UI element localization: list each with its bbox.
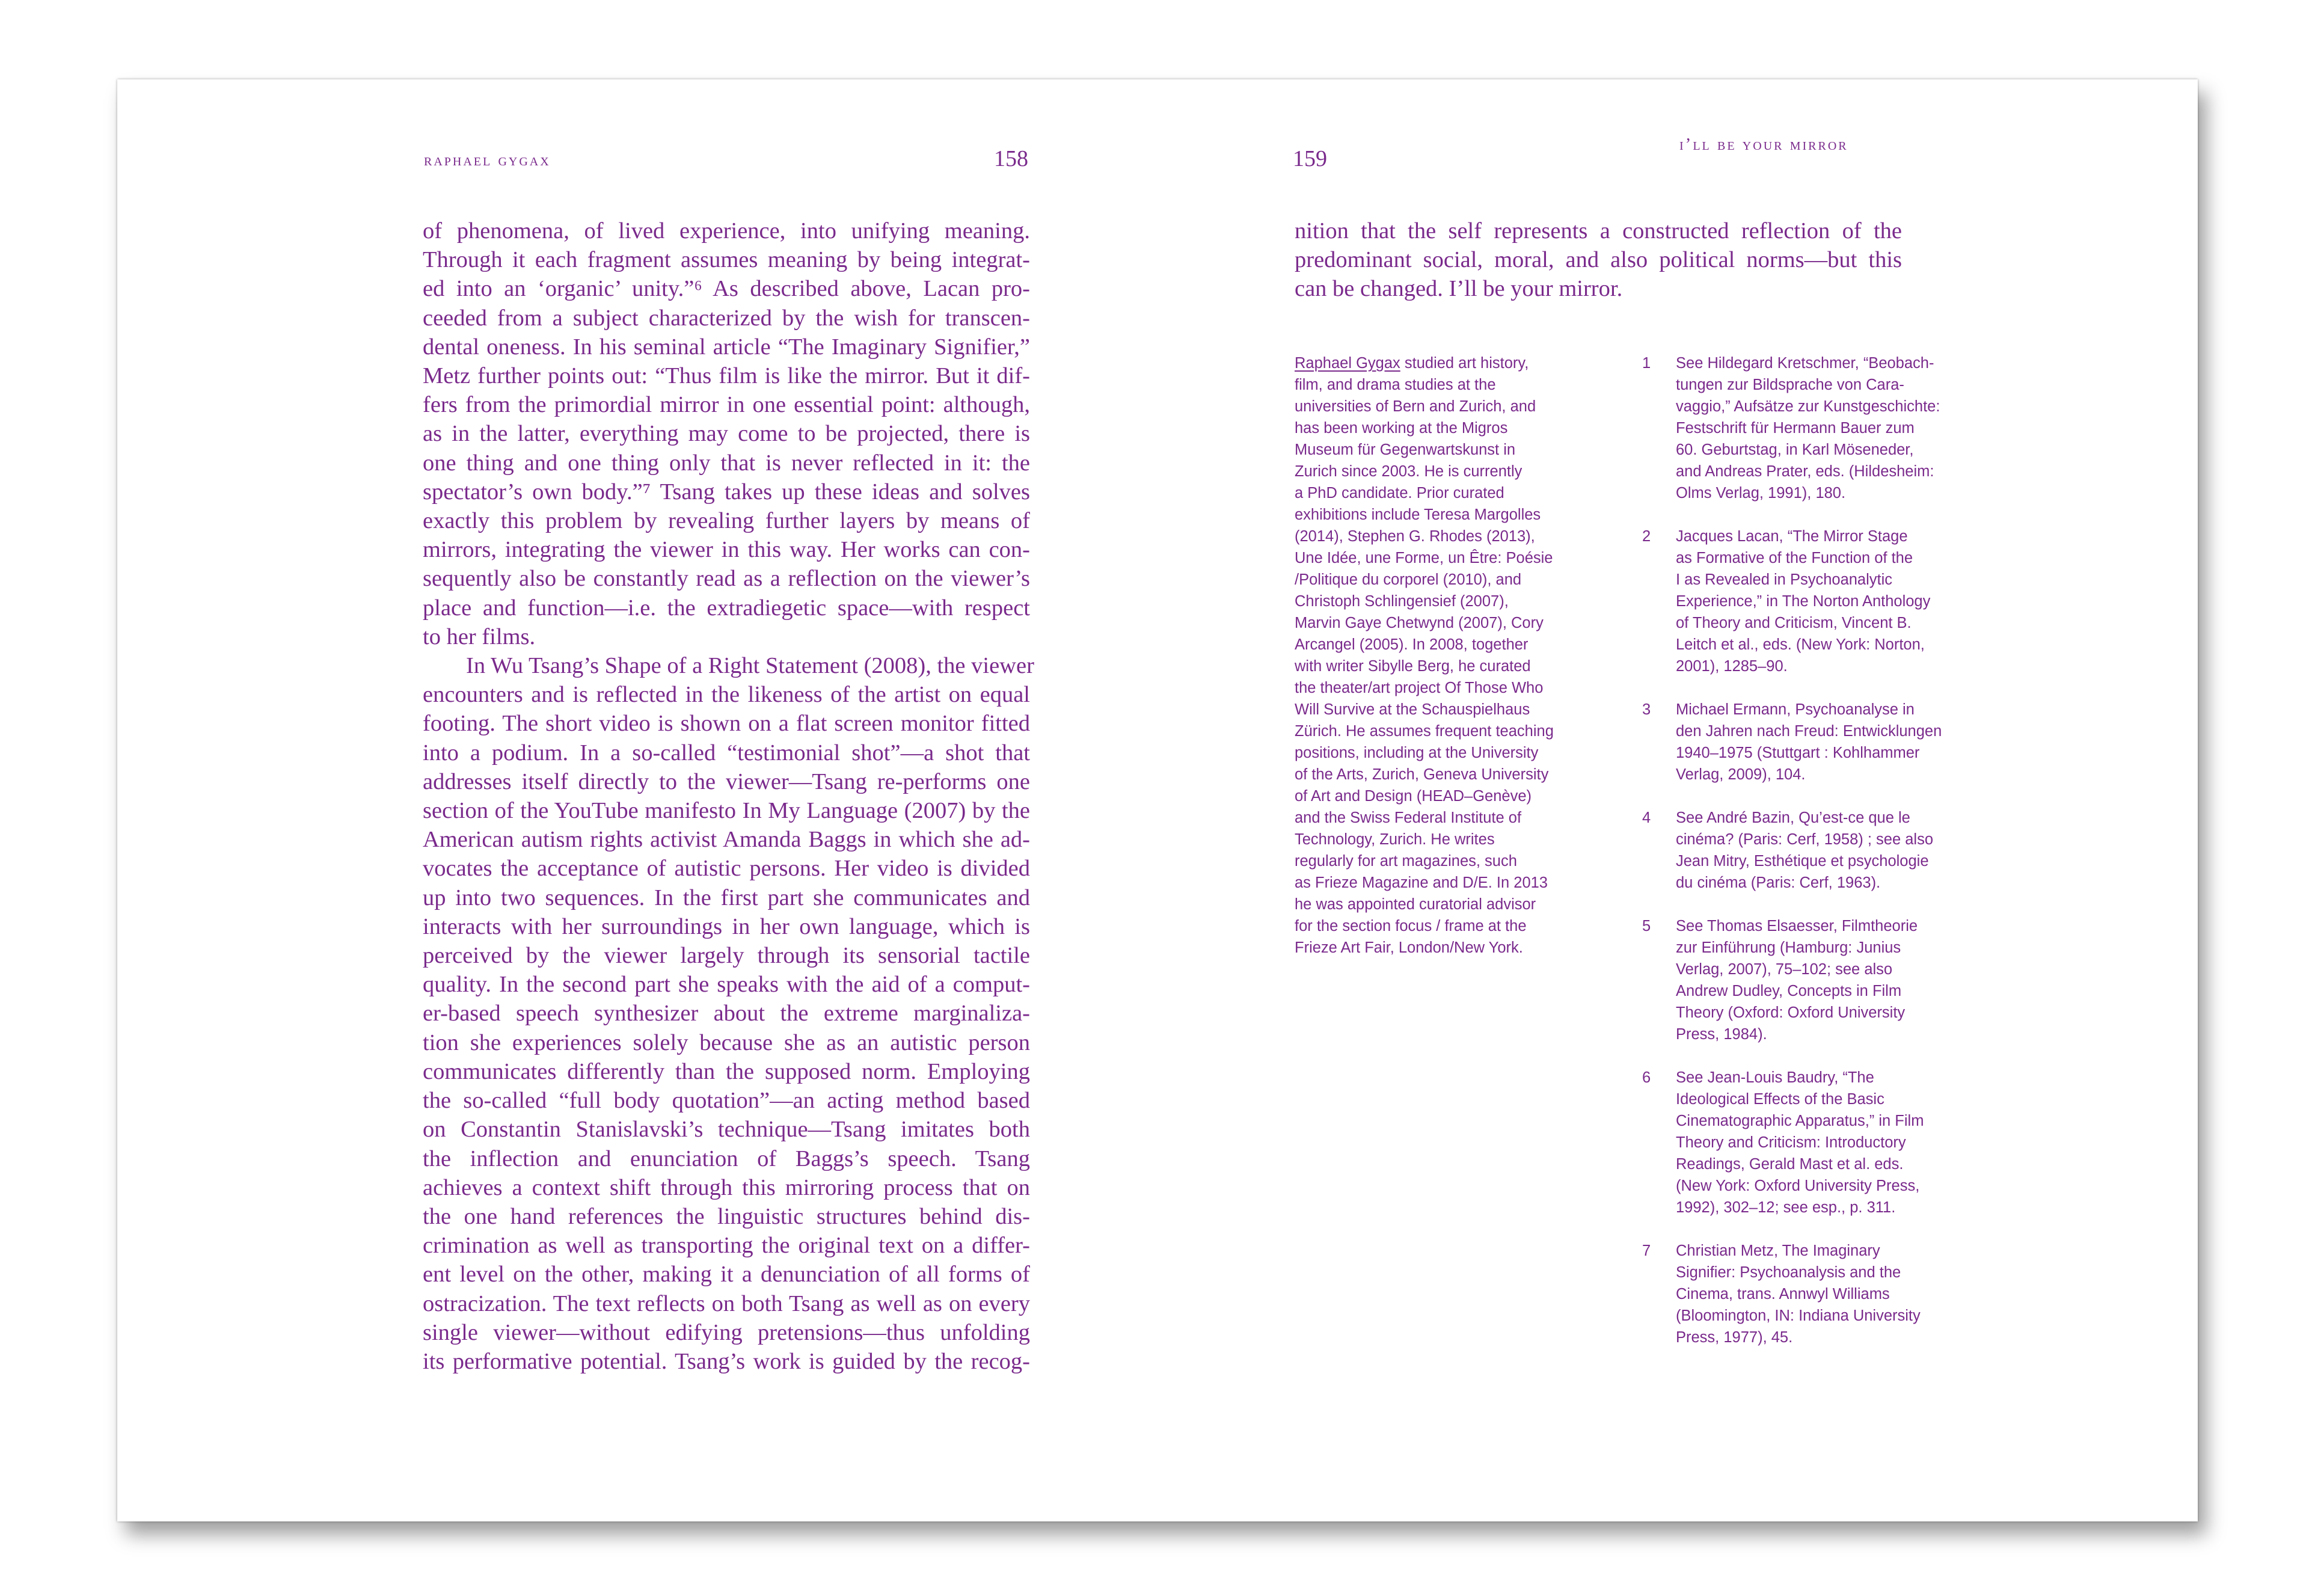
footnote-line: Jacques Lacan, “The Mirror Stage: [1676, 528, 1908, 545]
body-line: to her films.: [423, 624, 536, 649]
footnote-line: Press, 1977), 45.: [1676, 1329, 1793, 1346]
footnote-line: cinéma? (Paris: Cerf, 1958) ; see also: [1676, 831, 1934, 848]
bio-line: Arcangel (2005). In 2008, together: [1295, 636, 1529, 653]
footnote-line: See Jean-Louis Baudry, “The: [1676, 1069, 1874, 1086]
footnote-line: See Thomas Elsaesser, Filmtheorie: [1676, 918, 1918, 935]
body-line: single viewer—without edifying pretensions—thus unfolding: [423, 1319, 1030, 1345]
body-line: ceeded from a subject characterized by the wish for transcen-: [423, 305, 1030, 331]
bio-line: with writer Sibylle Berg, he curated: [1295, 658, 1531, 675]
body-line: spectator’s own body.”⁷ Tsang takes up these ideas and solves: [423, 479, 1030, 505]
body-line: mirrors, integrating the viewer in this way. Her works can con-: [423, 537, 1030, 563]
running-head-right: i’ll be your mirror: [1679, 135, 1848, 154]
bio-line: universities of Bern and Zurich, and: [1295, 398, 1536, 415]
body-line: dental oneness. In his seminal article “The Imaginary Signifier,”: [423, 334, 1030, 360]
footnote-line: du cinéma (Paris: Cerf, 1963).: [1676, 874, 1881, 891]
body-line: as in the latter, everything may come to be projected, there is: [423, 421, 1030, 447]
body-line: predominant social, moral, and also political norms—but this: [1295, 247, 1902, 273]
body-line: into a podium. In a so-called “testimonial shot”—a shot that: [423, 740, 1030, 766]
footnote-line: Andrew Dudley, Concepts in Film: [1676, 983, 1902, 999]
footnote-line: I as Revealed in Psychoanalytic: [1676, 571, 1893, 588]
body-line: section of the YouTube manifesto In My Language (2007) by the: [423, 798, 1030, 824]
body-line: quality. In the second part she speaks with the aid of a comput-: [423, 972, 1030, 998]
footnote-line: Cinematographic Apparatus,” in Film: [1676, 1113, 1924, 1129]
footnote-text: [1676, 699, 1942, 785]
footnote-line: Olms Verlag, 1991), 180.: [1676, 485, 1846, 502]
body-line: In Wu Tsang’s Shape of a Right Statement (2008), the viewer: [466, 653, 1034, 679]
bio-line: of Art and Design (HEAD–Genève): [1295, 788, 1532, 805]
author-bio: [1295, 352, 1601, 959]
footnote-line: and Andreas Prater, eds. (Hildesheim:: [1676, 463, 1934, 480]
footnote-line: Leitch et al., eds. (New York: Norton,: [1676, 636, 1925, 653]
footnote-text: [1676, 526, 1930, 677]
footnote-line: 2001), 1285–90.: [1676, 658, 1788, 675]
footnote-line: Festschrift für Hermann Bauer zum: [1676, 420, 1915, 437]
body-line: ent level on the other, making it a denunciation of all forms of: [423, 1262, 1030, 1288]
footnote-text: [1676, 352, 1940, 504]
body-line: the one hand references the linguistic structures behind dis-: [423, 1203, 1030, 1229]
footnote-text: [1676, 807, 1933, 894]
body-line: its performative potential. Tsang’s work is guided by the recog-: [423, 1348, 1030, 1374]
bio-line: has been working at the Migros: [1295, 420, 1508, 437]
bio-line: (2014), Stephen G. Rhodes (2013),: [1295, 528, 1535, 545]
bio-line: a PhD candidate. Prior curated: [1295, 485, 1504, 502]
body-line: crimination as well as transporting the original text on a differ-: [423, 1233, 1030, 1259]
bio-line: Christoph Schlingensief (2007),: [1295, 593, 1509, 610]
bio-line: and the Swiss Federal Institute of: [1295, 809, 1522, 826]
bio-line: Raphael Gygax studied art history,: [1295, 355, 1529, 372]
page-number-left: 158: [994, 146, 1028, 171]
footnote-line: Verlag, 2009), 104.: [1676, 766, 1806, 783]
footnote-line: 60. Geburtstag, in Karl Möseneder,: [1676, 441, 1914, 458]
footnote-line: as Formative of the Function of the: [1676, 550, 1913, 566]
body-line: vocates the acceptance of autistic persons. Her video is divided: [423, 856, 1030, 882]
right-body-text: [1295, 216, 1902, 304]
footnote-text: [1676, 1067, 1924, 1218]
body-line: of phenomena, of lived experience, into unifying meaning.: [423, 218, 1030, 244]
bio-line: Une Idée, une Forme, un Être: Poésie: [1295, 550, 1553, 566]
footnote-line: tungen zur Bildsprache von Cara-: [1676, 376, 1904, 393]
body-line: sequently also be constantly read as a reflection on the viewer’s: [423, 566, 1030, 592]
footnote-line: Press, 1984).: [1676, 1026, 1767, 1043]
footnote-number: 7: [1642, 1242, 1651, 1259]
running-head-left: raphael gygax: [424, 150, 551, 170]
right-page: [1158, 79, 2198, 1521]
body-line: addresses itself directly to the viewer—Tsang re-performs one: [423, 769, 1030, 794]
footnote-number: 4: [1642, 809, 1651, 826]
footnote-line: Cinema, trans. Annwyl Williams: [1676, 1286, 1890, 1303]
footnote-line: Jean Mitry, Esthétique et psychologie: [1676, 853, 1929, 870]
bio-line: film, and drama studies at the: [1295, 376, 1496, 393]
bio-line: positions, including at the University: [1295, 744, 1539, 761]
footnote-line: of Theory and Criticism, Vincent B.: [1676, 615, 1912, 631]
footnote-line: (New York: Oxford University Press,: [1676, 1177, 1920, 1194]
footnote-line: 1940–1975 (Stuttgart : Kohlhammer: [1676, 744, 1920, 761]
footnote-line: Experience,” in The Norton Anthology: [1676, 593, 1931, 610]
footnote-line: Michael Ermann, Psychoanalyse in: [1676, 701, 1915, 718]
bio-line: the theater/art project Of Those Who: [1295, 680, 1544, 696]
body-line: ostracization. The text reflects on both Tsang as well as on every: [423, 1291, 1030, 1316]
bio-line: of the Arts, Zurich, Geneva University: [1295, 766, 1549, 783]
footnote-number: 6: [1642, 1069, 1651, 1086]
body-line: tion she experiences solely because she as an autistic person: [423, 1030, 1030, 1055]
footnote-line: See Hildegard Kretschmer, “Beobach-: [1676, 355, 1934, 372]
bio-line: /Politique du corporel (2010), and: [1295, 571, 1522, 588]
body-line: nition that the self represents a constructed reflection of the: [1295, 218, 1902, 244]
footnote-text: [1676, 1240, 1921, 1348]
bio-line: Zürich. He assumes frequent teaching: [1295, 723, 1554, 740]
book-spread: [117, 79, 2198, 1521]
footnote-line: Readings, Gerald Mast et al. eds.: [1676, 1156, 1904, 1173]
body-line: place and function—i.e. the extradiegetic space—with respect: [423, 595, 1030, 621]
footnote-line: 1992), 302–12; see esp., p. 311.: [1676, 1199, 1896, 1216]
footnote-line: (Bloomington, IN: Indiana University: [1676, 1307, 1921, 1324]
bio-line: Frieze Art Fair, London/New York.: [1295, 939, 1523, 956]
footnote-line: Christian Metz, The Imaginary: [1676, 1242, 1880, 1259]
footnote-line: Verlag, 2007), 75–102; see also: [1676, 961, 1893, 978]
footnote-line: See André Bazin, Qu’est-ce que le: [1676, 809, 1910, 826]
footnote-line: Signifier: Psychoanalysis and the: [1676, 1264, 1901, 1281]
body-line: the inflection and enunciation of Baggs’s speech. Tsang: [423, 1146, 1030, 1171]
footnote-number: 5: [1642, 918, 1651, 935]
bio-line: Museum für Gegenwartskunst in: [1295, 441, 1516, 458]
body-line: Metz further points out: “Thus film is like the mirror. But it dif-: [423, 363, 1030, 389]
bio-line: Will Survive at the Schauspielhaus: [1295, 701, 1530, 718]
footnote-line: Theory (Oxford: Oxford University: [1676, 1004, 1906, 1021]
bio-line: Technology, Zurich. He writes: [1295, 831, 1495, 848]
bio-line: Zurich since 2003. He is currently: [1295, 463, 1522, 480]
bio-line: as Frieze Magazine and D/E. In 2013: [1295, 874, 1548, 891]
bio-line: Marvin Gaye Chetwynd (2007), Cory: [1295, 615, 1544, 631]
footnote-line: den Jahren nach Freud: Entwicklungen: [1676, 723, 1942, 740]
footnote-line: vaggio,” Aufsätze zur Kunstgeschichte:: [1676, 398, 1940, 415]
footnote-line: Theory and Criticism: Introductory: [1676, 1134, 1906, 1151]
footnote-line: zur Einführung (Hamburg: Junius: [1676, 939, 1901, 956]
body-line: footing. The short video is shown on a flat screen monitor fitted: [423, 711, 1030, 737]
footnotes: [1642, 352, 1979, 1375]
body-line: the so-called “full body quotation”—an acting method based: [423, 1088, 1030, 1114]
body-line: Through it each fragment assumes meaning by being integrat-: [423, 247, 1030, 273]
body-line: achieves a context shift through this mirroring process that on: [423, 1174, 1030, 1200]
body-line: ed into an ‘organic’ unity.”⁶ As described above, Lacan pro-: [423, 276, 1030, 302]
body-line: on Constantin Stanislavski’s technique—Tsang imitates both: [423, 1117, 1030, 1143]
bio-line: regularly for art magazines, such: [1295, 853, 1517, 870]
body-line: encounters and is reflected in the likeness of the artist on equal: [423, 682, 1030, 708]
body-line: perceived by the viewer largely through its sensorial tactile: [423, 943, 1030, 969]
body-line: one thing and one thing only that is never reflected in it: the: [423, 450, 1030, 476]
body-line: er-based speech synthesizer about the extreme marginaliza-: [423, 1001, 1030, 1027]
bio-line: exhibitions include Teresa Margolles: [1295, 506, 1541, 523]
body-line: American autism rights activist Amanda Baggs in which she ad-: [423, 827, 1030, 853]
footnote-line: Ideological Effects of the Basic: [1676, 1091, 1884, 1108]
footnote-number: 3: [1642, 701, 1651, 718]
body-line: can be changed. I’ll be your mirror.: [1295, 276, 1623, 302]
footnote-number: 1: [1642, 355, 1651, 372]
body-line: interacts with her surroundings in her own language, which is: [423, 913, 1030, 939]
footnote-number: 2: [1642, 528, 1651, 545]
bio-line: for the section focus / frame at the: [1295, 918, 1527, 935]
body-line: up into two sequences. In the first part she communicates and: [423, 885, 1030, 910]
body-line: communicates differently than the supposed norm. Employing: [423, 1058, 1030, 1084]
body-line: exactly this problem by revealing further layers by means of: [423, 508, 1030, 534]
body-line: fers from the primordial mirror in one essential point: although,: [423, 392, 1030, 418]
footnote-text: [1676, 915, 1918, 1045]
left-body-text: [423, 216, 1034, 1376]
bio-line: he was appointed curatorial advisor: [1295, 896, 1536, 913]
page-number-right: 159: [1293, 146, 1327, 171]
left-page: [117, 79, 1158, 1521]
